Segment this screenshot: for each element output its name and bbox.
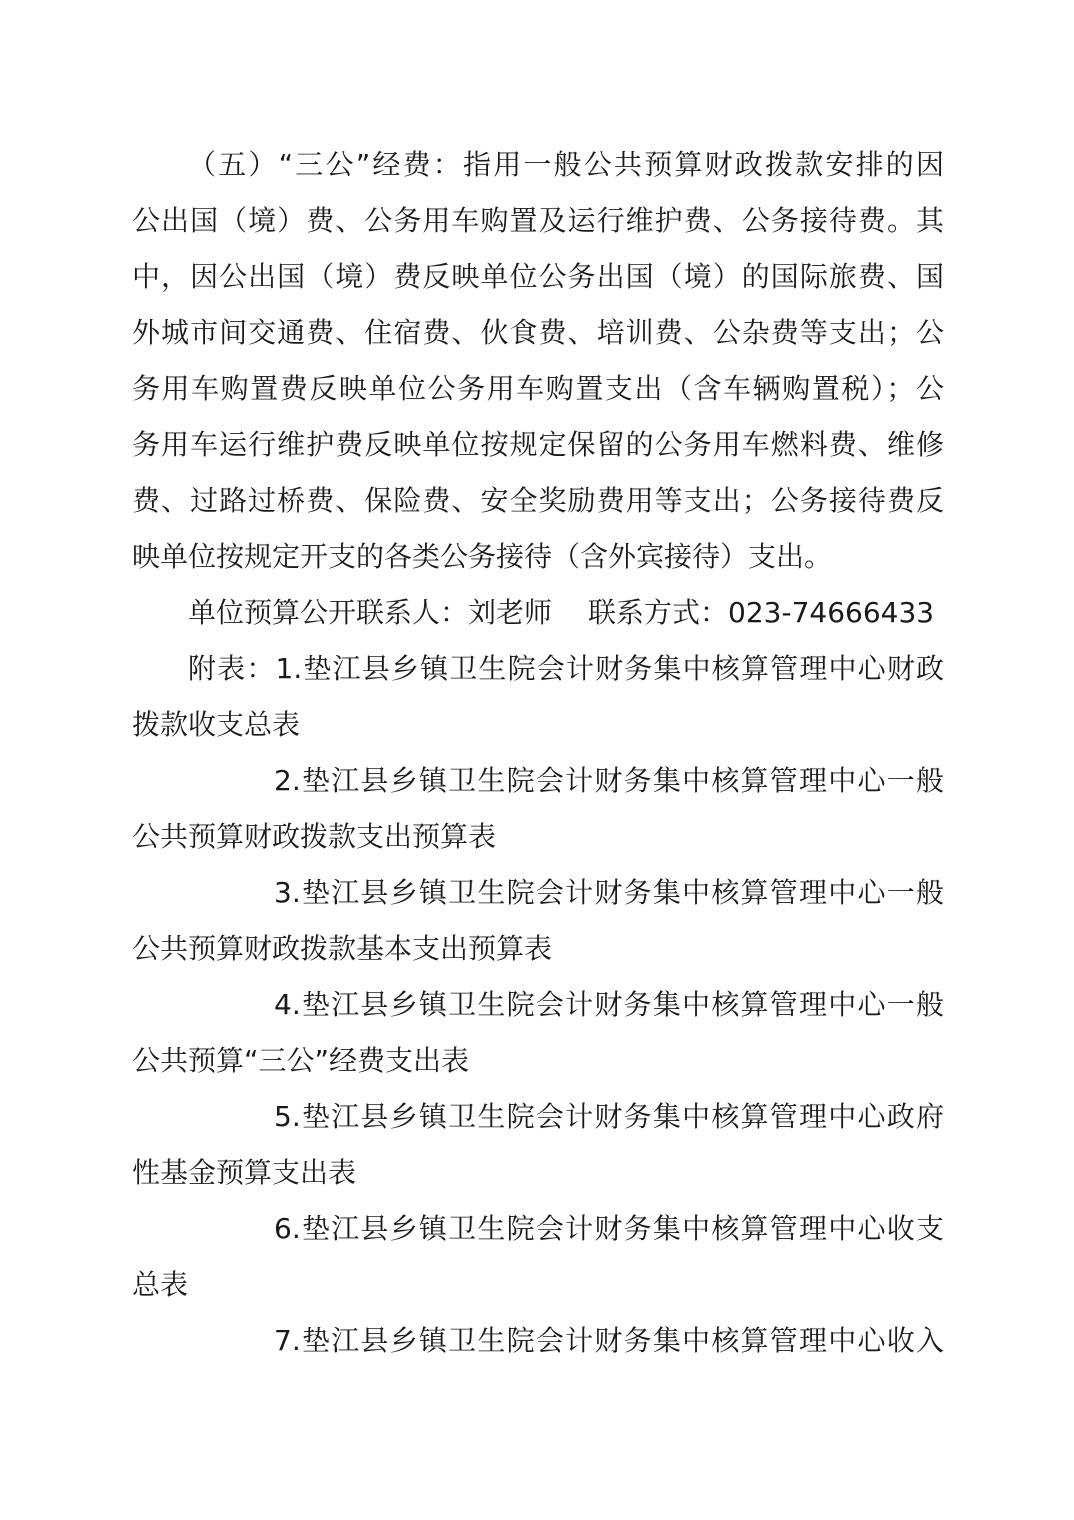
attachment-1-line-1: 附表：1.垫江县乡镇卫生院会计财务集中核算管理中心财政 [188, 652, 944, 685]
paragraph-line: 外城市间交通费、住宿费、伙食费、培训费、公杂费等支出；公 [132, 316, 944, 349]
attachment-3-line-2: 公共预算财政拨款基本支出预算表 [132, 932, 553, 965]
attachment-4-line-1: 4.垫江县乡镇卫生院会计财务集中核算管理中心一般 [274, 988, 944, 1021]
contact-method: 联系方式：023-74666433 [588, 596, 935, 629]
contact-line [188, 591, 944, 635]
attachment-6-line-1: 6.垫江县乡镇卫生院会计财务集中核算管理中心收支 [274, 1212, 944, 1245]
paragraph-line: 费、过路过桥费、保险费、安全奖励费用等支出；公务接待费反 [132, 484, 944, 517]
paragraph-line: 中，因公出国（境）费反映单位公务出国（境）的国际旅费、国 [132, 260, 944, 293]
paragraph-line: （五）“三公”经费：指用一般公共预算财政拨款安排的因 [188, 148, 944, 181]
paragraph-line: 公出国（境）费、公务用车购置及运行维护费、公务接待费。其 [132, 204, 944, 237]
paragraph-line: 映单位按规定开支的各类公务接待（含外宾接待）支出。 [132, 540, 833, 573]
contact-person: 单位预算公开联系人：刘老师 [188, 596, 553, 629]
attachment-3-line-1: 3.垫江县乡镇卫生院会计财务集中核算管理中心一般 [274, 876, 944, 909]
paragraph-line: 务用车购置费反映单位公务用车购置支出（含车辆购置税）；公 [132, 372, 944, 405]
attachment-5-line-1: 5.垫江县乡镇卫生院会计财务集中核算管理中心政府 [274, 1100, 944, 1133]
paragraph-line: 务用车运行维护费反映单位按规定保留的公务用车燃料费、维修 [132, 428, 944, 461]
attachment-2-line-2: 公共预算财政拨款支出预算表 [132, 820, 497, 853]
attachment-1-line-2: 拨款收支总表 [132, 708, 301, 741]
attachment-7-line-1: 7.垫江县乡镇卫生院会计财务集中核算管理中心收入 [274, 1324, 944, 1357]
attachment-6-line-2: 总表 [132, 1268, 189, 1301]
attachment-4-line-2: 公共预算“三公”经费支出表 [132, 1044, 470, 1077]
attachment-5-line-2: 性基金预算支出表 [132, 1156, 357, 1189]
attachment-2-line-1: 2.垫江县乡镇卫生院会计财务集中核算管理中心一般 [274, 764, 944, 797]
